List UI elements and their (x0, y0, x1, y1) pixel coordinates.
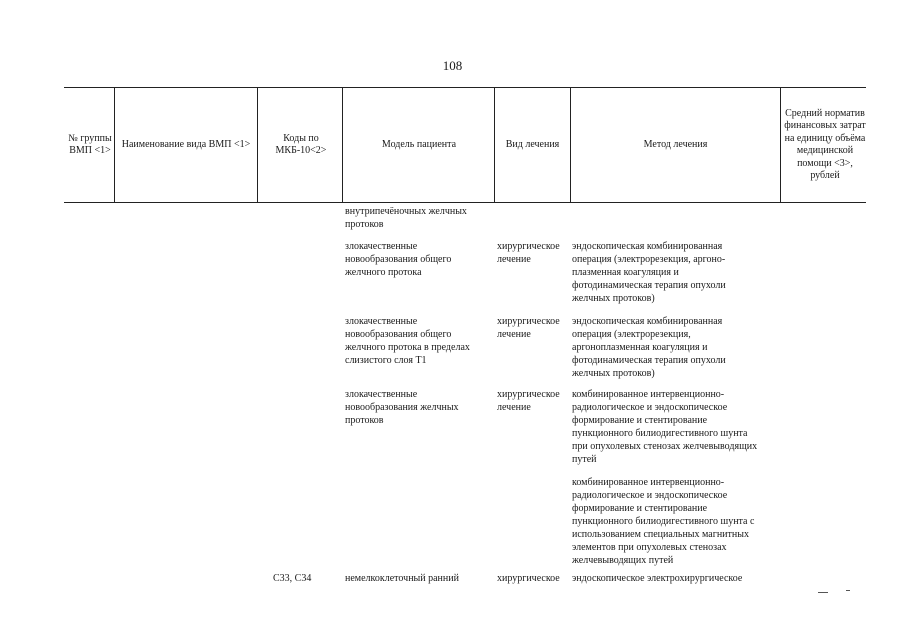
scan-mark (818, 592, 828, 593)
cell-type: хирургическое лечение (497, 241, 560, 265)
cell-model: злокачественные новообразования желчных протоков (345, 389, 459, 426)
header-treatment-type: Вид лечения (505, 138, 560, 150)
header-vmp-name: Наименование вида ВМП <1> (121, 138, 251, 150)
header-group-number: № группы ВМП <1> (68, 132, 112, 156)
page-number: 108 (442, 58, 463, 73)
cell-method: эндоскопическая комбинированная операция (электрорезекция, аргоноплазменная коагуляция и фотодинамическая терапия опухоли желчных протоков) (572, 316, 726, 379)
cell-model: внутрипечёночных желчных протоков (345, 206, 467, 230)
header-divider (342, 87, 343, 202)
header-divider (257, 87, 258, 202)
table-top-rule (64, 87, 866, 88)
cell-model: злокачественные новообразования общего желчного протока в пределах слизистого слоя Т1 (345, 316, 470, 366)
scan-mark (846, 590, 850, 591)
table-header-bottom-rule (64, 202, 866, 203)
cell-method: эндоскопическое электрохирургическое (572, 573, 743, 584)
cell-method: эндоскопическая комбинированная операция (электрорезекция, аргоно- плазменная коагуляция и фотодинамическая терапия опухоли желчных протоков) (572, 241, 726, 304)
cell-type: хирургическое (497, 573, 560, 584)
header-divider (494, 87, 495, 202)
cell-model: злокачественные новообразования общего желчного протока (345, 241, 452, 278)
header-icd-codes: Коды по МКБ-10<2> (275, 132, 327, 156)
header-cost-norm: Средний норматив финансовых затрат на единицу объёма медицинской помощи <3>, рублей (784, 107, 866, 181)
header-treatment-method: Метод лечения (643, 138, 708, 150)
cell-codes: C33, C34 (273, 573, 312, 584)
cell-type: хирургическое лечение (497, 316, 560, 340)
header-patient-model: Модель пациента (381, 138, 457, 150)
header-divider (114, 87, 115, 202)
header-divider (780, 87, 781, 202)
cell-model: немелкоклеточный ранний (345, 573, 459, 584)
cell-method: комбинированное интервенционно- радиологическое и эндоскопическое формирование и стентирование пункционного билиодигестивного шунта с использованием специальных магнитных элементов при опухолевых стенозах желчевыводящих путей (572, 477, 755, 566)
cell-method: комбинированное интервенционно- радиологическое и эндоскопическое формирование и стентирование пункционного билиодигестивного шунта при опухолевых стенозах желчевыводящих путей (572, 389, 758, 465)
header-divider (570, 87, 571, 202)
cell-type: хирургическое лечение (497, 389, 560, 413)
